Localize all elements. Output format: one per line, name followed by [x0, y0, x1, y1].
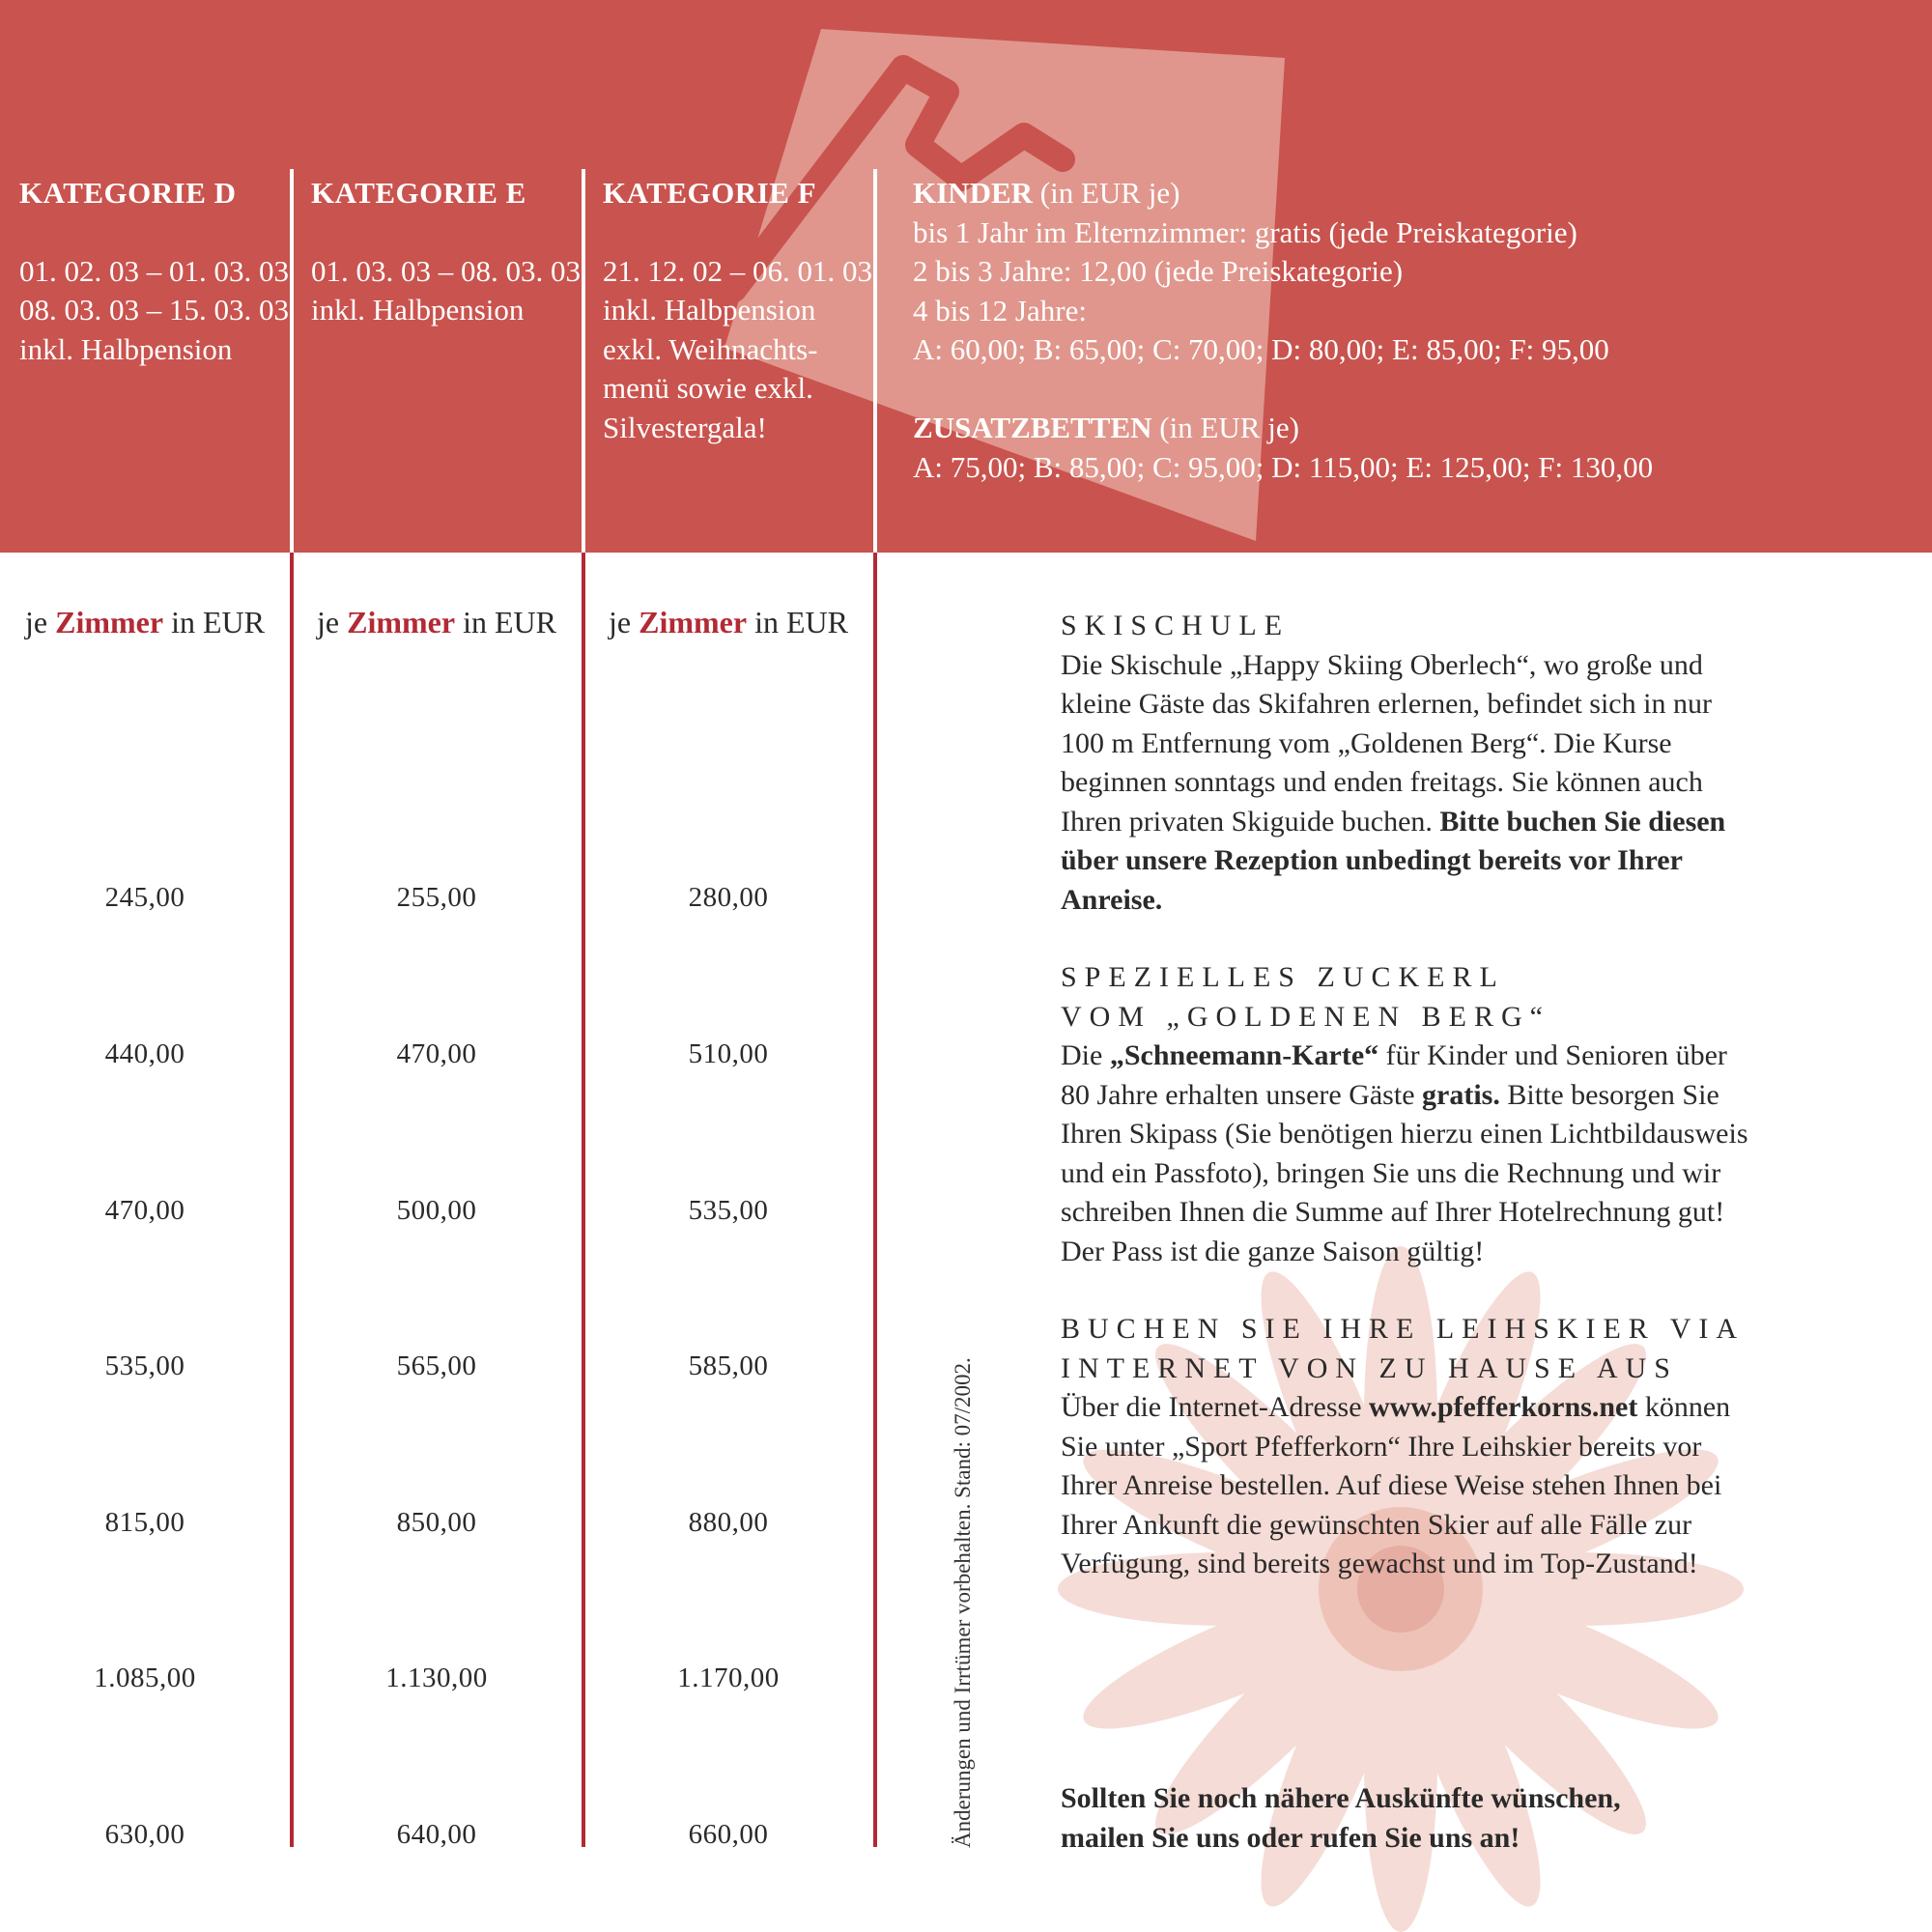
column-header-text: in EUR: [163, 605, 265, 639]
disclaimer-note: Änderungen und Irrtümer vorbehalten. Stand: 07/2002.: [951, 1357, 975, 1848]
price-cell: 440,00: [104, 1038, 185, 1069]
kinder-line: 4 bis 12 Jahre:: [913, 293, 1087, 327]
price-cell: 880,00: [688, 1507, 769, 1538]
price-cell: 535,00: [688, 1195, 769, 1226]
column-header-text: in EUR: [747, 605, 848, 639]
category-line: 21. 12. 02 – 06. 01. 03: [603, 253, 872, 288]
column-header-text: je: [25, 605, 56, 639]
category-e: [311, 174, 581, 330]
closing-line: Sollten Sie noch nähere Auskünfte wünschen,: [1061, 1782, 1621, 1814]
price-cell: 1.170,00: [677, 1662, 780, 1693]
price-cell: 470,00: [396, 1038, 477, 1069]
kinder-line: A: 60,00; B: 65,00; C: 70,00; D: 80,00; E: 85,00; F: 95,00: [913, 332, 1609, 366]
category-line: Silvestergala!: [603, 410, 767, 444]
section-body: Bitte besorgen Sie Ihren Skipass (Sie benötigen hierzu einen Lichtbildausweis und ein Passfoto), bringen Sie uns die Rechnung und wir schreiben Ihnen die Summe auf Ihrer Hotelrechnung gut! Der Pass ist die ganze Saison gültig!: [1061, 1078, 1748, 1267]
price-cell: 535,00: [104, 1350, 185, 1381]
section-text: [1061, 646, 1756, 921]
closing-line: mailen Sie uns oder rufen Sie uns an!: [1061, 1821, 1520, 1854]
zuckerl-section: [1061, 958, 1756, 1271]
section-emphasis: „Schneemann-Karte“: [1109, 1039, 1379, 1071]
price-cell: 470,00: [104, 1195, 185, 1226]
section-heading: BUCHEN SIE IHRE LEIHSKIER VIA: [1061, 1313, 1746, 1345]
price-cell: 280,00: [688, 882, 769, 913]
category-title: KATEGORIE F: [603, 176, 817, 210]
price-cell: 850,00: [396, 1507, 477, 1538]
section-text: [1061, 1388, 1756, 1584]
zusatzbetten-title: ZUSATZBETTEN: [913, 411, 1152, 444]
skischule-section: [1061, 607, 1756, 920]
category-line: exkl. Weihnachts-: [603, 331, 818, 366]
price-cell: 510,00: [688, 1038, 769, 1069]
zusatzbetten-title-suffix: (in EUR je): [1151, 411, 1299, 444]
column-header-text: je: [317, 605, 348, 639]
category-line: inkl. Halbpension: [311, 293, 525, 327]
category-line: inkl. Halbpension: [603, 293, 816, 327]
website-link[interactable]: www.pfefferkorns.net: [1369, 1391, 1638, 1423]
price-cell: 245,00: [104, 882, 185, 913]
price-cell: 565,00: [396, 1350, 477, 1381]
zusatzbetten-line: A: 75,00; B: 85,00; C: 95,00; D: 115,00; E: 125,00; F: 130,00: [913, 449, 1654, 484]
section-heading: INTERNET VON ZU HAUSE AUS: [1061, 1351, 1678, 1384]
price-cell: 500,00: [396, 1195, 477, 1226]
kinder-line: 2 bis 3 Jahre: 12,00 (jede Preiskategorie): [913, 254, 1404, 288]
category-line: 01. 02. 03 – 01. 03. 03: [19, 253, 289, 288]
column-header: [0, 605, 290, 640]
category-line: inkl. Halbpension: [19, 331, 233, 366]
price-cell: 815,00: [104, 1507, 185, 1538]
column-header-text: in EUR: [455, 605, 556, 639]
kinder-title-suffix: (in EUR je): [1033, 176, 1180, 210]
section-body: für Kinder und Senioren über 80 Jahre erhalten unsere Gäste: [1061, 1039, 1727, 1111]
section-heading: SKISCHULE: [1061, 610, 1291, 641]
divider: [873, 553, 877, 1847]
price-cell: 640,00: [396, 1819, 477, 1850]
price-cell: 630,00: [104, 1819, 185, 1850]
zusatzbetten-heading: [913, 409, 1653, 448]
leihski-section: [1061, 1310, 1756, 1584]
kinder-line: bis 1 Jahr im Elternzimmer: gratis (jede Preiskategorie): [913, 214, 1577, 249]
closing-text: [1061, 1779, 1756, 1858]
column-header-highlight: Zimmer: [347, 605, 456, 639]
price-cell: 255,00: [396, 882, 477, 913]
category-d: [19, 174, 289, 369]
section-heading: VOM „GOLDENEN BERG“: [1061, 1000, 1550, 1033]
section-heading: SPEZIELLES ZUCKERL: [1061, 961, 1505, 993]
price-cell: 660,00: [688, 1819, 769, 1850]
category-title: KATEGORIE D: [19, 176, 237, 210]
column-header-highlight: Zimmer: [55, 605, 164, 639]
section-emphasis: Bitte buchen Sie diesen über unsere Rezeption unbedingt bereits vor Ihrer Anreise.: [1061, 805, 1726, 916]
section-text: [1061, 1037, 1756, 1271]
category-title: KATEGORIE E: [311, 176, 526, 210]
section-emphasis: gratis.: [1422, 1078, 1500, 1111]
column-header: [583, 605, 873, 640]
kinder-heading: [913, 174, 1653, 213]
category-line: menü sowie exkl.: [603, 371, 813, 405]
divider: [290, 169, 294, 553]
column-header-text: je: [609, 605, 639, 639]
section-body: Die: [1061, 1039, 1110, 1071]
section-body: Die Skischule „Happy Skiing Oberlech“, wo große und kleine Gäste das Skifahren erlernen, befindet sich in nur 100 m Entfernung vom „Goldenen Berg“. Die Kurse beginnen sonntags und enden freitags. Sie können auch Ihren privaten Skiguide buchen.: [1061, 648, 1712, 838]
column-header-highlight: Zimmer: [639, 605, 748, 639]
category-line: 01. 03. 03 – 08. 03. 03: [311, 253, 581, 288]
price-cell: 585,00: [688, 1350, 769, 1381]
kinder-prices: [913, 174, 1653, 487]
price-cell: 1.085,00: [94, 1662, 196, 1693]
kinder-title: KINDER: [913, 176, 1034, 210]
section-body: Über die Internet-Adresse: [1061, 1391, 1370, 1423]
divider: [873, 169, 877, 553]
section-body: können Sie unter „Sport Pfefferkorn“ Ihre Leihskier bereits vor Ihrer Anreise bestellen. Auf diese Weise stehen Ihnen bei Ihrer Ankunft die gewünschten Skier auf alle Fälle zur Verfügung, sind bereits gewachst und im Top-Zustand!: [1061, 1391, 1731, 1579]
column-header: [292, 605, 582, 640]
category-f: [603, 174, 872, 447]
divider: [582, 169, 585, 553]
category-line: 08. 03. 03 – 15. 03. 03: [19, 293, 289, 327]
price-cell: 1.130,00: [385, 1662, 488, 1693]
